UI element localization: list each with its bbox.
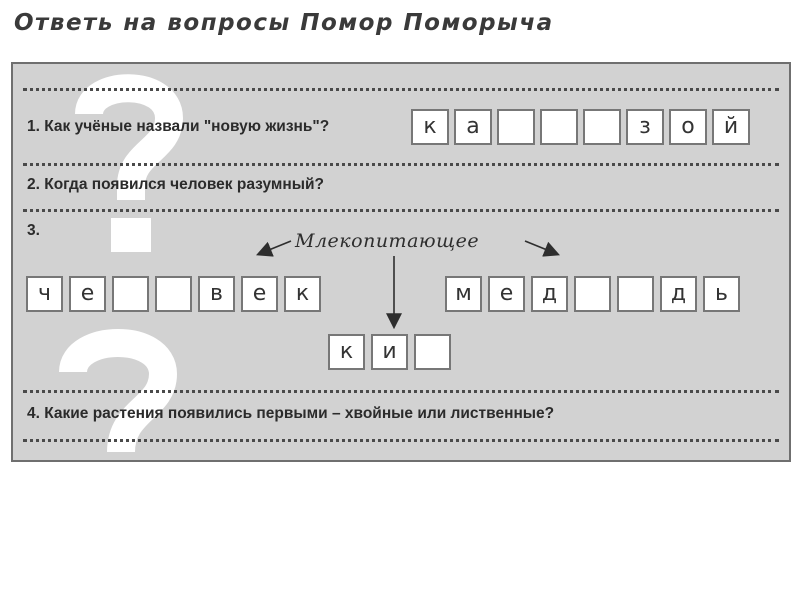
letter-box[interactable]: к <box>411 109 449 145</box>
arrow-left-icon <box>259 241 291 254</box>
letter-box[interactable]: е <box>488 276 525 312</box>
letter-box[interactable] <box>155 276 192 312</box>
letter-box[interactable]: й <box>712 109 750 145</box>
question-3-left-word-boxes <box>26 276 321 312</box>
quiz-panel <box>11 62 791 462</box>
letter-box[interactable] <box>574 276 611 312</box>
letter-box[interactable]: к <box>284 276 321 312</box>
letter-box[interactable] <box>414 334 451 370</box>
letter-box[interactable]: а <box>454 109 492 145</box>
letter-box[interactable]: в <box>198 276 235 312</box>
question-3-number: 3. <box>27 222 40 239</box>
letter-box[interactable]: д <box>660 276 697 312</box>
question-4-text: 4. Какие растения появились первыми – хвойные или лиственные? <box>27 405 555 422</box>
page-title: Ответь на вопросы Помор Поморыча <box>14 10 554 36</box>
letter-box[interactable]: м <box>445 276 482 312</box>
letter-box[interactable] <box>617 276 654 312</box>
question-3-bottom-word-boxes <box>328 334 451 370</box>
question-2-text: 2. Когда появился человек разумный? <box>27 176 324 193</box>
question-1-text: 1. Как учёные назвали "новую жизнь"? <box>27 118 330 135</box>
letter-box[interactable]: е <box>241 276 278 312</box>
letter-box[interactable]: к <box>328 334 365 370</box>
letter-box[interactable]: ч <box>26 276 63 312</box>
arrows-diagram <box>13 64 793 464</box>
category-label: Млекопитающее <box>295 230 480 252</box>
letter-box[interactable]: о <box>669 109 707 145</box>
letter-box[interactable]: з <box>626 109 664 145</box>
letter-box[interactable]: е <box>69 276 106 312</box>
letter-box[interactable] <box>112 276 149 312</box>
question-3-right-word-boxes <box>445 276 740 312</box>
letter-box[interactable]: и <box>371 334 408 370</box>
arrow-right-icon <box>525 241 557 254</box>
letter-box[interactable]: ь <box>703 276 740 312</box>
letter-box[interactable]: д <box>531 276 568 312</box>
